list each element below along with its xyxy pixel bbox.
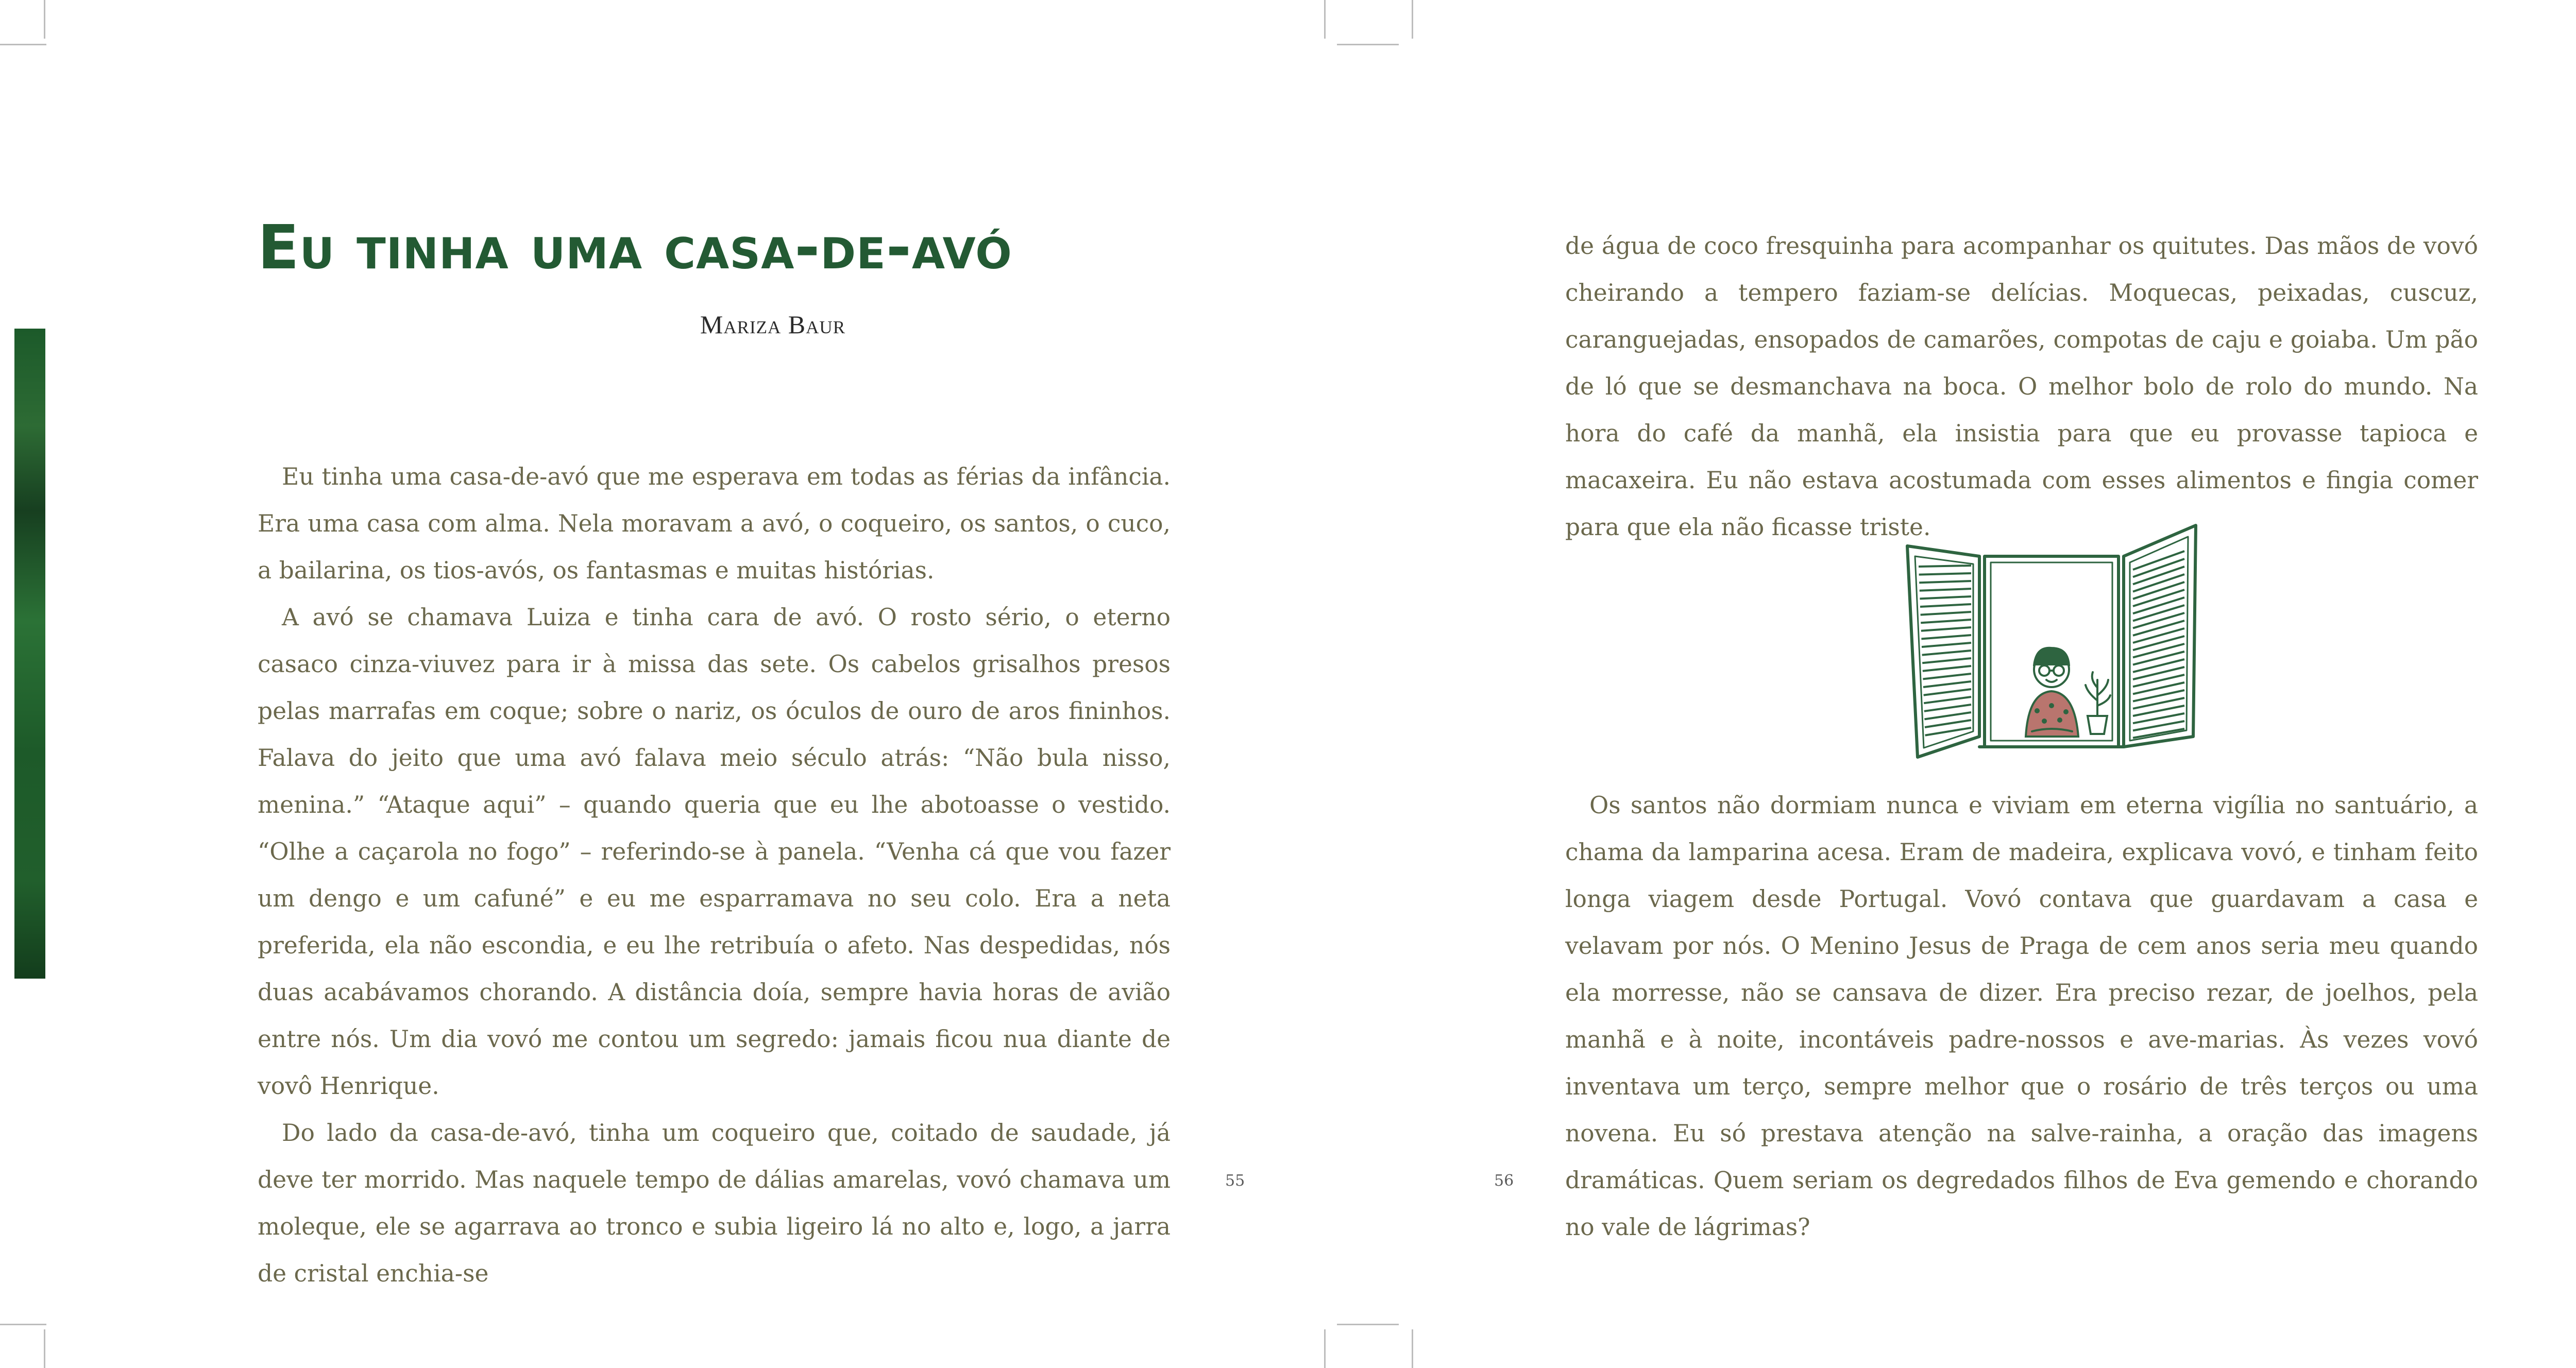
crop-mark <box>1412 1329 1413 1368</box>
crop-mark <box>0 44 46 45</box>
window-with-grandma-illustration <box>1897 515 2206 762</box>
crop-mark <box>44 1329 45 1368</box>
chapter-title: Eu tinha uma casa-de-avó <box>258 212 1012 283</box>
crop-mark <box>1412 0 1413 39</box>
right-body-text-top <box>1565 223 2478 551</box>
crop-mark <box>1352 44 1399 45</box>
crop-mark <box>1324 0 1326 39</box>
crop-mark <box>0 1324 46 1325</box>
paragraph: Eu tinha uma casa-de-avó que me esperava em todas as férias da infância. Era uma casa com alma. Nela moravam a avó, o coqueiro, os santos, o cuco, a bailarina, os tios-avós, os fantasmas e muitas histórias. <box>258 463 1171 584</box>
crop-mark <box>1352 1324 1399 1325</box>
page-number-right: 56 <box>1494 1172 1514 1190</box>
paragraph: Os santos não dormiam nunca e viviam em eterna vigília no santuário, a chama da lamparina acesa. Eram de madeira, explicava vovó, e tinham feito longa viagem desde Portugal. Vovó contava que guardavam a casa e velavam por nós. O Menino Jesus de Praga de cem anos seria meu quando ela morresse, não se cansava de dizer. Era preciso rezar, de joelhos, pela manhã e à noite, incontáveis padre-nossos e ave-marias. Às vezes vovó inventava um terço, sempre melhor que o rosário de três terços ou uma novena. Eu só prestava atenção na salve-rainha, a oração das imagens dramáticas. Quem seriam os degredados filhos de Eva gemendo e chorando no vale de lágrimas? <box>1565 792 2478 1241</box>
left-body-text <box>258 453 1171 1297</box>
paragraph: A avó se chamava Luiza e tinha cara de avó. O rosto sério, o eterno casaco cinza-viuvez para ir à missa das sete. Os cabelos grisalhos presos pelas marrafas em coque; sobre o nariz, os óculos de ouro de aros fininhos. Falava do jeito que uma avó falava meio século atrás: “Não bula nisso, menina.” “Ataque aqui” – quando queria que eu lhe abotoasse o vestido. “Olhe a caçarola no fogo” – referindo-se à panela. “Venha cá que vou fazer um dengo e um cafuné” e eu me esparramava no seu colo. Era a neta preferida, ela não escondia, e eu lhe retribuía o afeto. Nas despedidas, nós duas acabávamos chorando. A distância doía, sempre havia horas de avião entre nós. Um dia vovó me contou um segredo: jamais ficou nua diante de vovô Henrique. <box>258 604 1171 1100</box>
paragraph: Do lado da casa-de-avó, tinha um coqueiro que, coitado de saudade, já deve ter morrido. Mas naquele tempo de dálias amarelas, vovó chamava um moleque, ele se agarrava ao tronco e subia ligeiro lá no alto e, logo, a jarra de cristal enchia-se <box>258 1119 1171 1287</box>
author-name: Mariza Baur <box>700 310 846 339</box>
paragraph: de água de coco fresquinha para acompanhar os quitutes. Das mãos de vovó cheirando a tempero faziam-se delícias. Moquecas, peixadas, cuscuz, caranguejadas, ensopados de camarões, compotas de caju e goiaba. Um pão de ló que se desmanchava na boca. O melhor bolo de rolo do mundo. Na hora do café da manhã, ela insistia para que eu provasse tapioca e macaxeira. Eu não estava acostumada com esses alimentos e fingia comer para que ela não ficasse triste. <box>1565 232 2478 541</box>
page-number-left: 55 <box>1225 1172 1245 1190</box>
right-body-text-bottom <box>1565 782 2478 1251</box>
crop-mark <box>1324 1329 1326 1368</box>
green-side-bar <box>14 329 45 979</box>
crop-mark <box>44 0 45 39</box>
